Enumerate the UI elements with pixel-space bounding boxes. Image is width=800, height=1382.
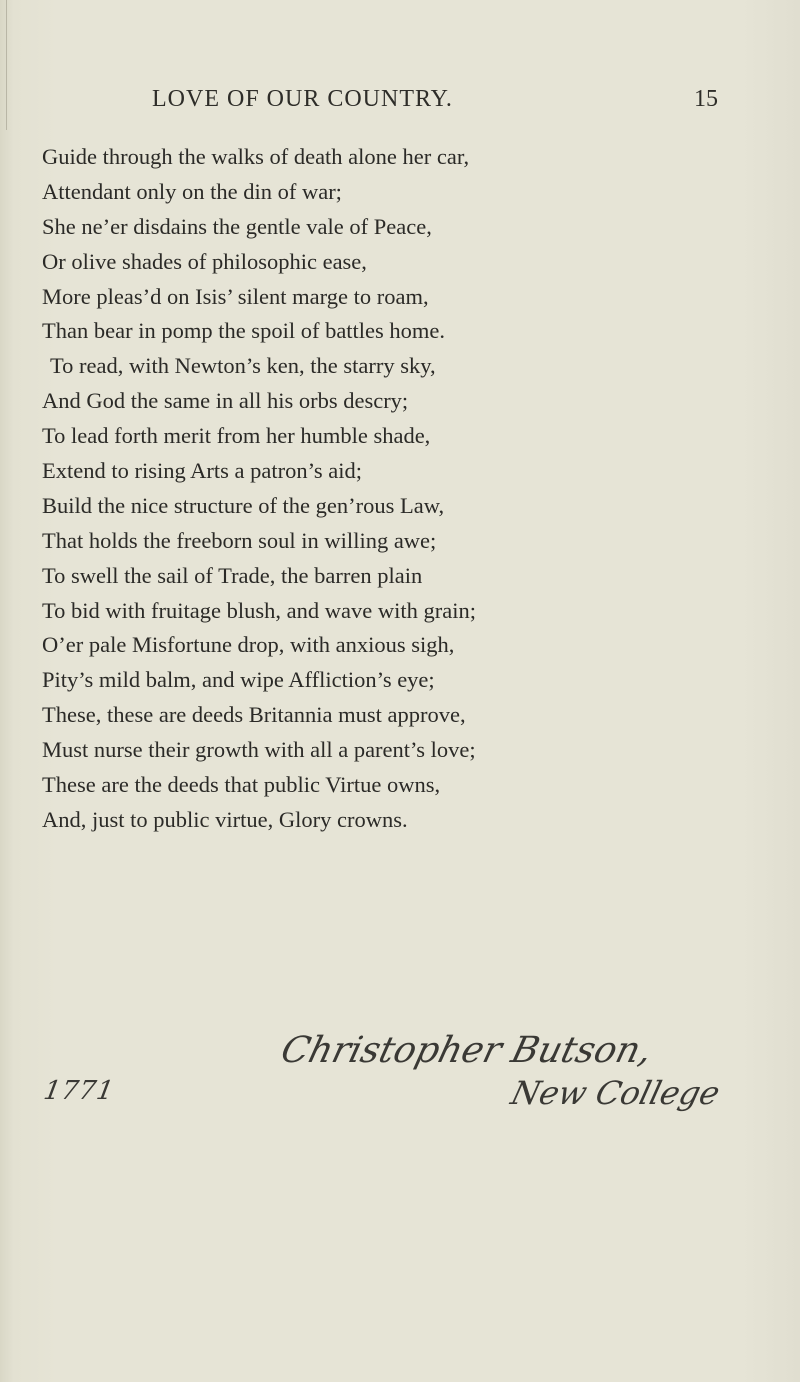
poem-line: These are the deeds that public Virtue owns, xyxy=(42,772,441,798)
poem-line: She ne’er disdains the gentle vale of Peace, xyxy=(42,213,432,239)
running-head xyxy=(0,86,800,126)
poem-line: O’er pale Misfortune drop, with anxious sigh, xyxy=(42,632,455,658)
poem-line: Build the nice structure of the gen’rous Law, xyxy=(42,492,445,518)
author-signature: Christopher Butson, xyxy=(276,1030,657,1071)
poem-line: And, just to public virtue, Glory crowns. xyxy=(42,806,408,832)
poem-line: Or olive shades of philosophic ease, xyxy=(42,248,367,274)
running-head-title: LOVE OF OUR COUNTRY. xyxy=(152,86,453,112)
poem-line: To read, with Newton’s ken, the starry sky, xyxy=(50,353,436,379)
poem-line: These, these are deeds Britannia must approve, xyxy=(42,702,466,728)
poem-line: Pity’s mild balm, and wipe Affliction’s eye; xyxy=(42,667,435,693)
year-inscription: 1771 xyxy=(41,1076,117,1106)
poem-line: To lead forth merit from her humble shade, xyxy=(42,423,431,449)
poem-text xyxy=(42,140,782,838)
poem-line: Than bear in pomp the spoil of battles home. xyxy=(42,318,446,344)
poem-line: To swell the sail of Trade, the barren plain xyxy=(42,562,423,588)
poem-line: Guide through the walks of death alone her car, xyxy=(42,144,470,169)
poem-line: And God the same in all his orbs descry; xyxy=(42,388,409,414)
college-signature: New College xyxy=(507,1074,724,1112)
signature-block xyxy=(0,1030,800,1170)
poem-line: That holds the freeborn soul in willing awe; xyxy=(42,527,437,553)
poem-line: Extend to rising Arts a patron’s aid; xyxy=(42,458,362,484)
poem-line: More pleas’d on Isis’ silent marge to roam, xyxy=(42,283,429,309)
poem-line: To bid with fruitage blush, and wave with grain; xyxy=(42,597,476,623)
poem-line: Attendant only on the din of war; xyxy=(42,178,342,204)
page-number: 15 xyxy=(694,86,718,112)
poem-line: Must nurse their growth with all a parent’s love; xyxy=(42,737,476,763)
